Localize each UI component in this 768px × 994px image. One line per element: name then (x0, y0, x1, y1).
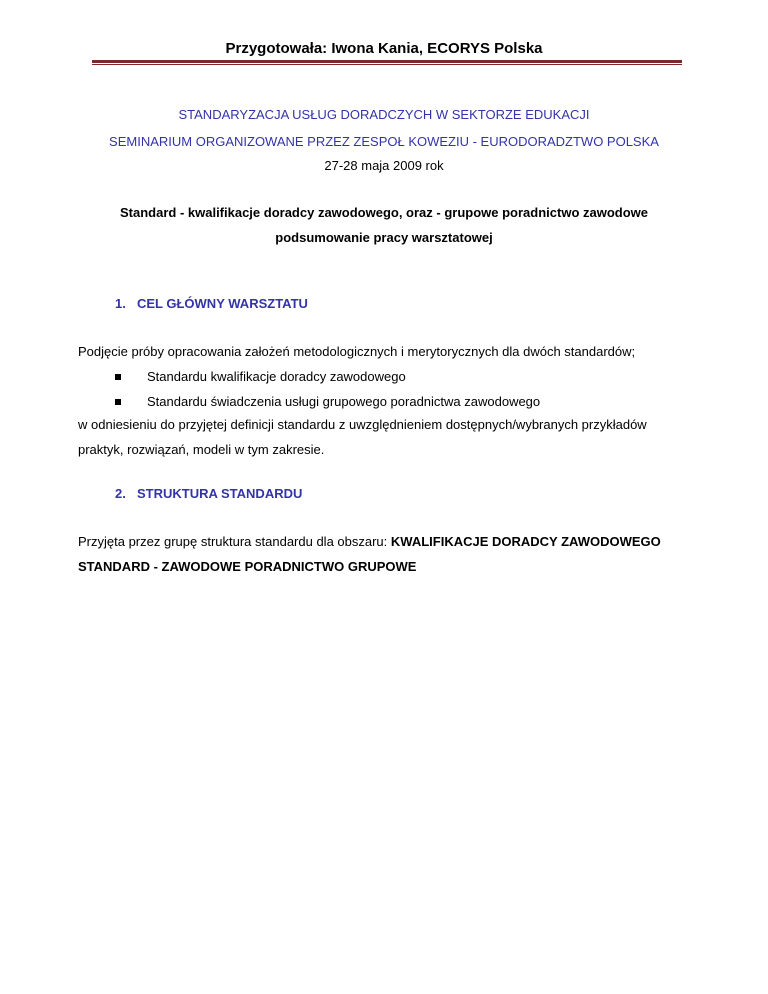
subtitle-line-1: Standard - kwalifikacje doradcy zawodowego, oraz - grupowe poradnictwo zawodowe (119, 205, 649, 220)
section-1-title: CEL GŁÓWNY WARSZTATU (137, 296, 308, 311)
section-2-heading (115, 486, 302, 501)
section-2-text-prefix: Przyjęta przez grupę struktura standardu dla obszaru: (78, 534, 391, 549)
bullet-item-2 (115, 394, 540, 409)
section-1-intro: Podjęcie próby opracowania założeń metodologicznych i merytorycznych dla dwóch standardów; (78, 344, 636, 359)
bullet-item-1 (115, 369, 406, 384)
section-2-title: STRUKTURA STANDARDU (137, 486, 303, 501)
section-2-text-bold: KWALIFIKACJE DORADCY ZAWODOWEGO (390, 534, 661, 549)
header-rule (92, 60, 682, 65)
bullet-item-2-text: Standardu świadczenia usługi grupowego poradnictwa zawodowego (147, 394, 541, 409)
section-1-number: 1. (115, 296, 126, 311)
section-1-heading (115, 296, 308, 311)
bullet-item-1-text: Standardu kwalifikacje doradcy zawodowego (147, 369, 406, 384)
section-2-standard-line: STANDARD - ZAWODOWE PORADNICTWO GRUPOWE (78, 559, 417, 574)
title-line-1: STANDARYZACJA USŁUG DORADCZYCH W SEKTORZE EDUKACJI (178, 107, 590, 122)
subtitle-line-2: podsumowanie pracy warsztatowej (275, 230, 493, 245)
page-header: Przygotowała: Iwona Kania, ECORYS Polska (225, 40, 543, 57)
bullet-square-icon (115, 374, 121, 380)
section-2-number: 2. (115, 486, 126, 501)
section-1-outro-line-1: w odniesieniu do przyjętej definicji standardu z uwzględnieniem dostępnych/wybranych przykładów (78, 417, 647, 432)
bullet-square-icon (115, 399, 121, 405)
seminar-date: 27-28 maja 2009 rok (324, 158, 444, 173)
title-line-2: SEMINARIUM ORGANIZOWANE PRZEZ ZESPOŁ KOWEZIU - EURODORADZTWO POLSKA (109, 134, 659, 149)
section-1-outro-line-2: praktyk, rozwiązań, modeli w tym zakresie. (78, 442, 325, 457)
section-2-text (78, 530, 698, 554)
